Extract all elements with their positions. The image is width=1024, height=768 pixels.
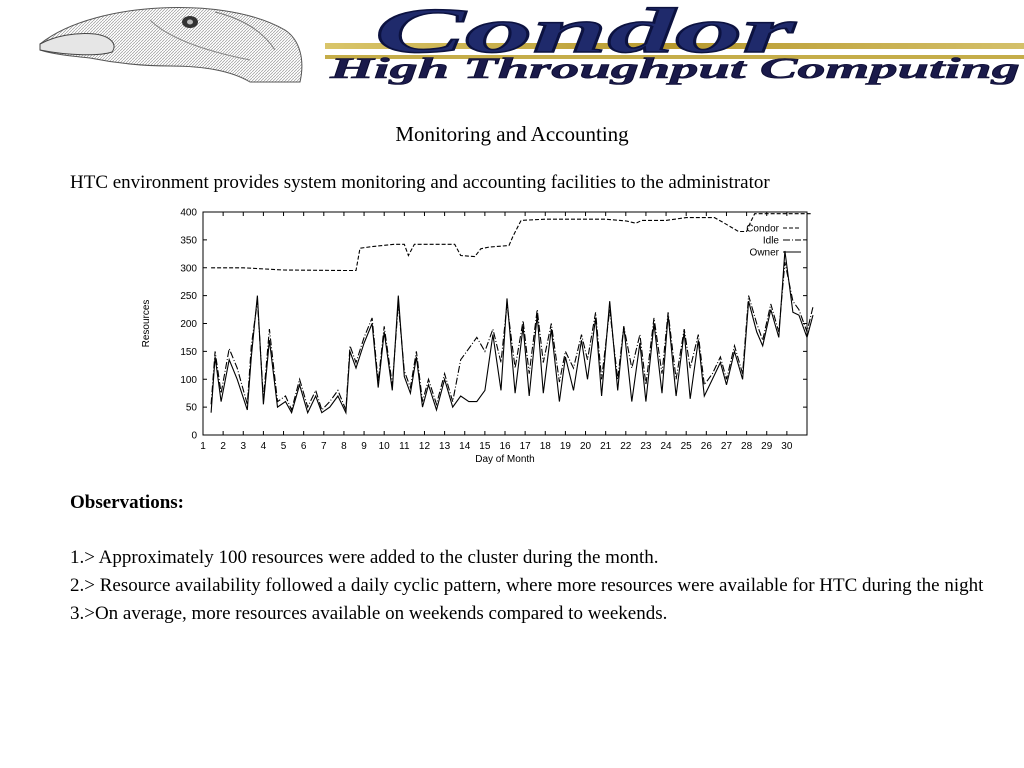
y-tick-label: 200 (180, 319, 197, 330)
legend-label-idle: Idle (762, 235, 779, 247)
x-tick-label: 1 (200, 441, 206, 452)
x-tick-label: 10 (378, 441, 390, 452)
series-line-owner (211, 251, 813, 413)
x-tick-label: 27 (720, 441, 733, 452)
observation-item: 1.> Approximately 100 resources were added to the cluster during the month. (70, 547, 659, 568)
observation-item: 2.> Resource availability followed a daily cyclic pattern, where more resources were available for HTC during the night (70, 575, 984, 596)
x-tick-label: 4 (260, 441, 267, 452)
x-tick-label: 5 (280, 441, 287, 452)
observation-item: 3.>On average, more resources available on weekends compared to weekends. (70, 603, 668, 624)
x-tick-label: 17 (519, 441, 531, 452)
y-tick-label: 350 (180, 235, 197, 247)
x-tick-label: 9 (361, 441, 367, 452)
x-tick-label: 22 (620, 441, 632, 452)
chart-legend (746, 224, 801, 259)
legend-label-condor: Condor (746, 223, 779, 235)
chart-series (211, 214, 813, 413)
legend-label-owner: Owner (749, 247, 779, 259)
condor-banner (0, 0, 1024, 92)
x-tick-label: 30 (781, 441, 793, 452)
banner-graphic (0, 0, 1024, 92)
y-tick-label: 400 (180, 207, 197, 219)
x-tick-label: 28 (741, 441, 753, 452)
x-tick-label: 26 (700, 441, 712, 452)
logo-tagline: High Throughput Computing (328, 52, 1021, 85)
x-tick-label: 8 (341, 441, 347, 452)
x-tick-label: 21 (600, 441, 612, 452)
resources-line-chart (135, 204, 825, 470)
y-tick-label: 250 (180, 291, 197, 303)
x-tick-label: 13 (439, 441, 451, 452)
x-tick-label: 29 (761, 441, 773, 452)
x-tick-label: 6 (300, 441, 307, 452)
observations-heading: Observations: (70, 492, 184, 513)
x-tick-label: 2 (220, 441, 226, 452)
y-axis-label: Resources (141, 299, 152, 348)
intro-text: HTC environment provides system monitoring and accounting facilities to the administrator (70, 172, 770, 193)
x-tick-label: 16 (499, 441, 511, 452)
chart-axes (141, 208, 807, 466)
x-tick-label: 25 (680, 441, 692, 452)
y-tick-label: 100 (180, 374, 197, 386)
x-tick-label: 18 (539, 441, 551, 452)
x-tick-label: 14 (459, 441, 471, 452)
slide-title: Monitoring and Accounting (395, 122, 629, 146)
y-tick-label: 150 (180, 346, 197, 358)
x-tick-label: 24 (660, 441, 672, 452)
x-tick-label: 19 (559, 441, 571, 452)
x-tick-label: 11 (399, 441, 410, 452)
series-line-condor (211, 214, 811, 271)
x-axis-label: Day of Month (475, 454, 535, 465)
series-line-idle (211, 262, 813, 410)
y-tick-label: 50 (185, 402, 197, 414)
x-tick-label: 15 (479, 441, 491, 452)
observations-list (70, 544, 990, 628)
logo-word: Condor (375, 0, 798, 66)
eagle-head-illustration (40, 8, 302, 82)
x-tick-label: 23 (640, 441, 652, 452)
x-tick-label: 20 (579, 441, 592, 452)
x-tick-label: 3 (240, 441, 247, 452)
x-tick-label: 12 (418, 441, 431, 452)
condor-logo (325, 0, 1024, 85)
x-tick-label: 7 (321, 441, 327, 452)
y-tick-label: 0 (191, 430, 197, 442)
y-tick-label: 300 (180, 263, 197, 275)
